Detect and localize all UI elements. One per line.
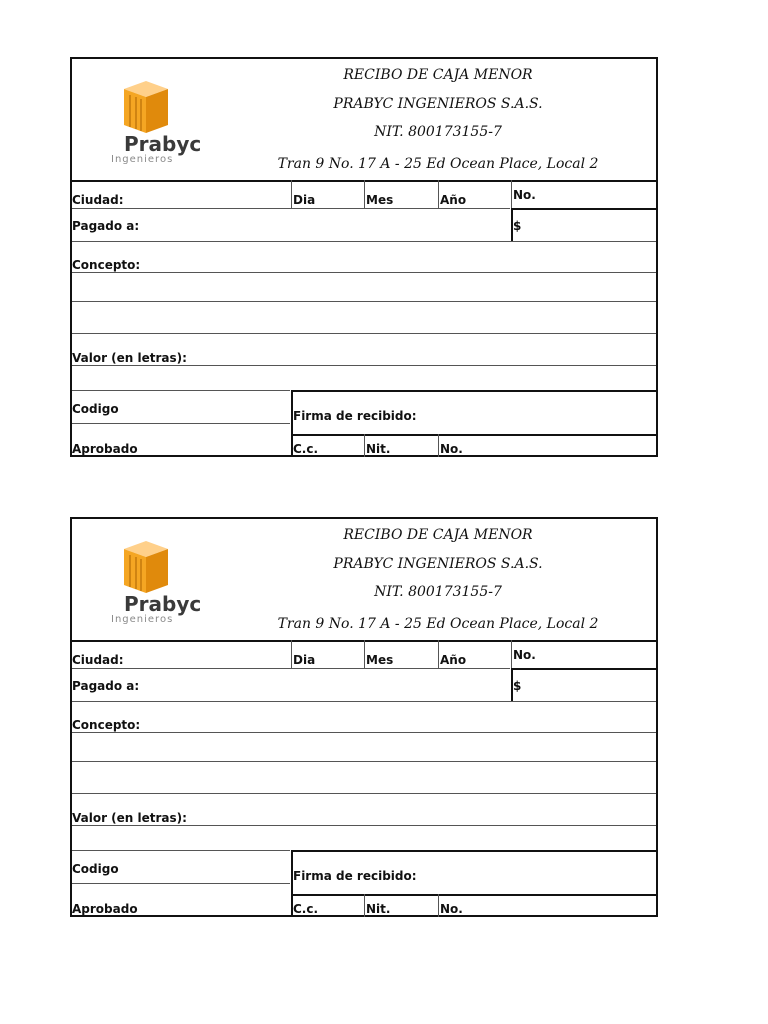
company-name: PRABYC INGENIEROS S.A.S. — [333, 96, 543, 112]
id-number-label: No. — [440, 442, 463, 456]
month-label: Mes — [366, 653, 394, 667]
code-label: Codigo — [72, 402, 119, 416]
nit-label: Nit. — [366, 902, 391, 916]
day-label: Dia — [293, 193, 316, 207]
id-cc-label: C.c. — [293, 442, 319, 456]
paid-to-label: Pagado a: — [72, 679, 140, 693]
amount-label: $ — [513, 219, 522, 233]
signature-label: Firma de recibido: — [293, 869, 417, 883]
city-label: Ciudad: — [72, 193, 124, 207]
day-label: Dia — [293, 653, 316, 667]
signature-label: Firma de recibido: — [293, 409, 417, 423]
logo-subtext: Ingenieros — [111, 614, 174, 625]
logo-subtext: Ingenieros — [111, 154, 174, 165]
id-number-label: No. — [440, 902, 463, 916]
paid-to-label: Pagado a: — [72, 219, 140, 233]
logo-brand-text: Prabyc — [124, 592, 202, 616]
code-label: Codigo — [72, 862, 119, 876]
company-nit: NIT. 800173155-7 — [374, 124, 502, 140]
petty-cash-receipt — [70, 57, 658, 457]
nit-label: Nit. — [366, 442, 391, 456]
id-cc-label: C.c. — [293, 902, 319, 916]
receipt-number-label: No. — [513, 188, 536, 202]
year-label: Año — [440, 653, 467, 667]
company-address: Tran 9 No. 17 A - 25 Ed Ocean Place, Local 2 — [277, 156, 599, 172]
approved-label: Aprobado — [72, 902, 138, 916]
logo-brand-text: Prabyc — [124, 132, 202, 156]
petty-cash-receipt — [70, 517, 658, 917]
receipt-title: RECIBO DE CAJA MENOR — [343, 67, 533, 83]
concept-label: Concepto: — [72, 718, 141, 732]
approved-label: Aprobado — [72, 442, 138, 456]
concept-label: Concepto: — [72, 258, 141, 272]
company-address: Tran 9 No. 17 A - 25 Ed Ocean Place, Local 2 — [277, 616, 599, 632]
month-label: Mes — [366, 193, 394, 207]
receipt-title: RECIBO DE CAJA MENOR — [343, 527, 533, 543]
company-name: PRABYC INGENIEROS S.A.S. — [333, 556, 543, 572]
city-label: Ciudad: — [72, 653, 124, 667]
amount-in-words-label: Valor (en letras): — [72, 351, 187, 365]
receipt-number-label: No. — [513, 648, 536, 662]
amount-label: $ — [513, 679, 522, 693]
company-nit: NIT. 800173155-7 — [374, 584, 502, 600]
amount-in-words-label: Valor (en letras): — [72, 811, 187, 825]
year-label: Año — [440, 193, 467, 207]
